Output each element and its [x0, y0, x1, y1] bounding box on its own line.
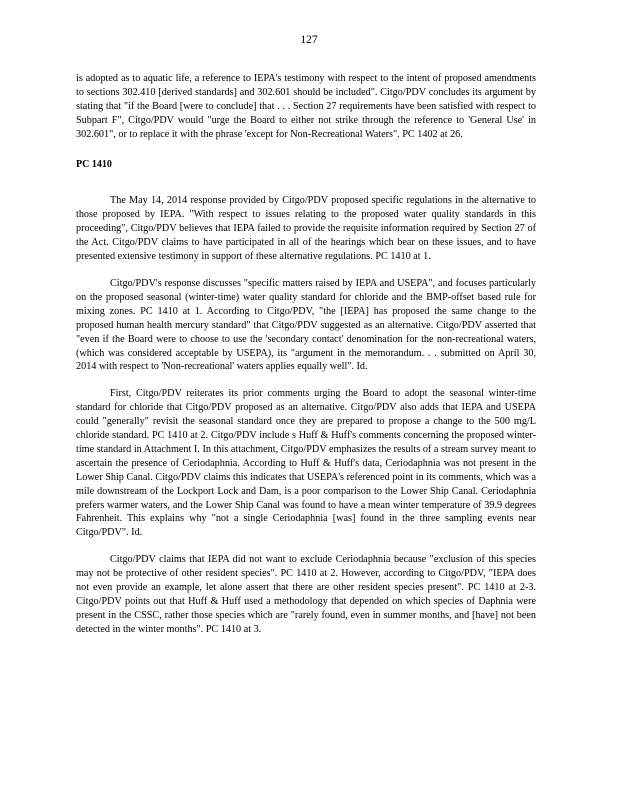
- section-heading-text: PC 1410: [76, 158, 112, 170]
- paragraph: is adopted as to aquatic life, a reference to IEPA's testimony with respect to the intent of proposed amendments to sections 302.410 [derived standards] and 302.601 should be included". Citgo/PDV concludes its argument by stating that "if the Board [were to conclude] that . . . Section 27 requirements have been satisfied with respect to Subpart F", Citgo/PDV would "urge the Board to either not strike through the reference to 'General Use' in 302.601", or to replace it with the phrase 'except for Non-Recreational Waters". PC 1402 at 26.: [76, 73, 536, 140]
- section-heading: [76, 158, 536, 172]
- paragraph: First, Citgo/PDV reiterates its prior comments urging the Board to adopt the seasonal winter-time standard for chloride that Citgo/PDV proposed as an alternative. Citgo/PDV also adds that IEPA and USEPA could "generally" revisit the seasonal standard once they are prepared to propose a change to the 500 mg/L chloride standard. PC 1410 at 2. Citgo/PDV include s Huff & Huff's comments concerning the proposed winter-time standard in Attachment I. In this attachment, Citgo/PDV emphasizes the results of a stream survey meant to ascertain the presence of Ceriodaphnia. According to Huff & Huff's data, Ceriodaphnia was not present in the Lower Ship Canal. Citgo/PDV claims this indicates that USEPA's referenced point in its comments, which was a mile downstream of the Lockport Lock and Dam, is a poor comparison to the Lower Ship Canal. Ceriodaphnia prefers warmer waters, and the Lower Ship Canal was found to have a mean winter temperature of 39.9 degrees Fahrenheit. This explains why "not a single Ceriodaphnia [was] found in the three sampling events near Citgo/PDV". Id.: [76, 388, 536, 539]
- paragraph: Citgo/PDV's response discusses "specific matters raised by IEPA and USEPA", and focuses particularly on the proposed seasonal (winter-time) water quality standard for chloride and the BMP-offset based rule for mixing zones. PC 1410 at 1. According to Citgo/PDV, "the [IEPA] has proposed the same change to the proposed human health mercury standard" that Citgo/PDV suggested as an alternative. Citgo/PDV asserted that "even if the Board were to choose to use the 'secondary contact' denomination for the non-recreational waters, (which was considered acceptable by USEPA), its "argument in the memorandum. . . submitted on April 30, 2014 with respect to 'Non-recreational' waters applies equally well". Id.: [76, 277, 536, 373]
- paragraph: The May 14, 2014 response provided by Citgo/PDV proposed specific regulations in the alternative to those proposed by IEPA. "With respect to issues relating to the proposed water quality standards in this proceeding", Citgo/PDV believes that IEPA failed to provide the requisite information required by Section 27 of the Act. Citgo/PDV claims to have participated in all of the hearings which bear on these issues, and to have presented extensive testimony in support of these alternative regulations. PC 1410 at 1.: [76, 195, 536, 263]
- document-body: [76, 72, 536, 650]
- paragraph: Citgo/PDV claims that IEPA did not want to exclude Ceriodaphnia because "exclusion of this species may not be protective of other resident species". PC 1410 at 2. However, according to Citgo/PDV, "IEPA does not even provide an example, let alone assert that there are other resident species present". PC 1410 at 2-3. Citgo/PDV points out that Huff & Huff used a methodology that depended on which species of Daphnia were present in the CSSC, rather those species which are "rarely found, even in summer months, and [have] not been detected in the winter months". PC 1410 at 3.: [76, 554, 536, 635]
- page-number: 127: [300, 34, 318, 46]
